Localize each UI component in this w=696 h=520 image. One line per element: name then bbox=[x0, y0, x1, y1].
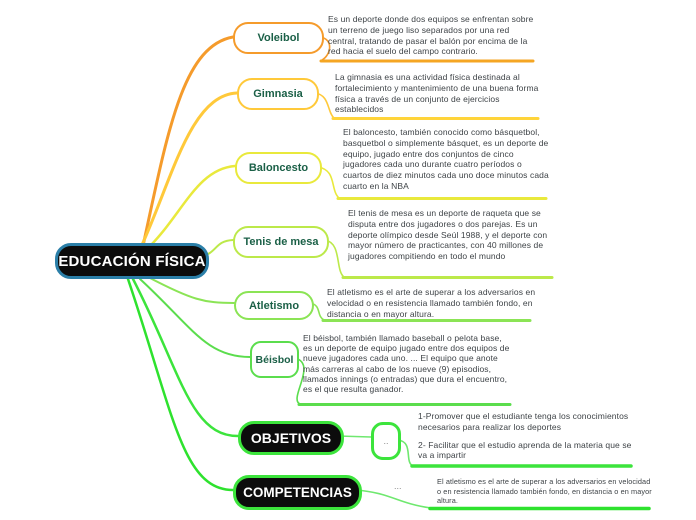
topic-node-tenis-de-mesa[interactable] bbox=[233, 226, 329, 258]
branch-curve-baloncesto bbox=[146, 166, 235, 250]
central-topic-label: EDUCACIÓN FÍSICA bbox=[58, 252, 206, 270]
note-atletismo[interactable]: El atletismo es el arte de superar a los adversarios en velocidad o en resistencia llamado también fondo, en distancia o en mayor altura. bbox=[327, 287, 536, 319]
note-gimnasia[interactable]: La gimnasia es una actividad física destinada al fortalecimiento y mantenimiento de una buena forma física a través de un conjunto de ejercicios establecidos bbox=[335, 72, 539, 115]
objetivos-point-2: 2- Facilitar que el estudio aprenda de la materia que se va a impartir bbox=[418, 439, 632, 461]
competencias-label: COMPETENCIAS bbox=[243, 485, 352, 500]
topic-label: Tenis de mesa bbox=[243, 236, 319, 248]
branch-curve-beisbol bbox=[140, 279, 250, 357]
competencias-node[interactable] bbox=[233, 475, 362, 510]
objetivos-node[interactable] bbox=[238, 421, 344, 455]
branch-curve-voleibol bbox=[143, 37, 233, 246]
note-beisbol[interactable]: El béisbol, también llamado baseball o pelota base, es un deporte de equipo jugado entre dos equipos de nueve jugadores cada uno. ... El equipo que anote más carreras al cabo de los nueve (9) episodios, llamados innings (o entradas) que dura el encuentro, es el que resulta ganador. bbox=[303, 333, 510, 395]
topic-node-baloncesto[interactable] bbox=[235, 152, 322, 184]
topic-label: Voleibol bbox=[257, 32, 300, 44]
central-topic-node[interactable] bbox=[55, 243, 209, 279]
objetivos-label: OBJETIVOS bbox=[250, 430, 332, 446]
note-competencias[interactable]: El atletismo es el arte de superar a los adversarios en velocidad o en resistencia llamado también fondo, en distancia o en mayor altura. bbox=[437, 477, 652, 506]
topic-label: Baloncesto bbox=[248, 162, 309, 174]
objetivos-connector-node[interactable] bbox=[371, 422, 401, 460]
topic-node-gimnasia[interactable] bbox=[237, 78, 319, 110]
note-voleibol[interactable]: Es un deporte donde dos equipos se enfrentan sobre un terreno de juego liso separados por una red central, tratando de pasar el balón por encima de la red hacia el suelo del campo contrario. bbox=[328, 14, 534, 57]
objetivos-connector-label: .. bbox=[383, 436, 389, 446]
note-objetivos[interactable] bbox=[418, 411, 636, 461]
topic-node-voleibol[interactable] bbox=[233, 22, 324, 54]
note-hook-competencias bbox=[356, 490, 431, 508]
topic-label: Gimnasia bbox=[253, 88, 303, 100]
topic-node-beisbol[interactable] bbox=[250, 341, 299, 378]
note-tenis-de-mesa[interactable]: El tenis de mesa es un deporte de raqueta que se disputa entre dos jugadores o dos parejas. Es un deporte olímpico desde Seúl 1988, y el deporte con mayor número de practicantes, con 40 millones de jugadores compitiendo en todo el mundo bbox=[348, 208, 548, 262]
topic-label: Atletismo bbox=[248, 299, 300, 312]
competencias-connector-dots[interactable]: ... bbox=[394, 481, 402, 491]
objetivos-point-1: 1-Promover que el estudiante tenga los conocimientos necesarios para realizar los deportes bbox=[418, 411, 629, 432]
topic-node-atletismo[interactable] bbox=[234, 291, 314, 320]
topic-label: Béisbol bbox=[255, 353, 294, 366]
note-baloncesto[interactable]: El baloncesto, también conocido como básquetbol, basquetbol o simplemente básquet, es un deporte de equipo, jugado entre dos conjuntos de cinco jugadores cada uno durante cuatro períodos o cuartos de diez minutos cada uno doce minutos cada cuarto en la NBA bbox=[343, 127, 549, 191]
